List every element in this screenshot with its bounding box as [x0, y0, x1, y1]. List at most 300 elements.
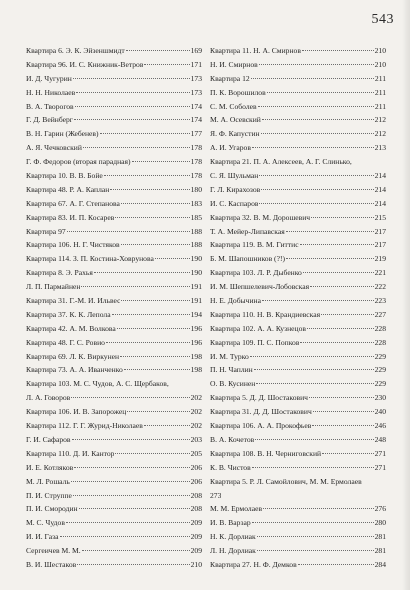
toc-entry-page: 174 [190, 101, 202, 111]
dot-leader [255, 439, 373, 440]
toc-entry-page: 271 [374, 448, 386, 458]
toc-entry-title: Квартира 109. П. С. Попков [210, 337, 300, 347]
dot-leader [77, 564, 189, 565]
toc-entry-title: Квартира 97 [26, 226, 66, 236]
toc-entry-page: 194 [190, 309, 202, 319]
toc-entry-page: 202 [190, 421, 202, 431]
toc-entry-title: Квартира 27. Н. Ф. Демков [210, 559, 297, 569]
toc-entry-title: В. И. Шестаков [26, 559, 77, 569]
toc-entry [210, 141, 386, 155]
toc-entry-page: 223 [374, 296, 386, 306]
toc-entry [210, 377, 386, 391]
dot-leader [298, 564, 374, 565]
toc-entry-title: М. Л. Рошаль [26, 476, 70, 486]
toc-entry [210, 86, 386, 100]
dot-leader [60, 536, 190, 537]
toc-entry-title: Г. И. Сафаров [26, 434, 71, 444]
dot-leader [115, 453, 189, 454]
dot-leader [100, 133, 190, 134]
toc-entry-page: 196 [190, 323, 202, 333]
toc-entry-title: Квартира 106. И. В. Запорожец [26, 407, 127, 417]
toc-entry-title: Н. И. Смирнов [210, 59, 258, 69]
page-number: 543 [371, 12, 394, 27]
toc-entry [210, 405, 386, 419]
toc-entry [210, 294, 386, 308]
toc-entry [26, 280, 202, 294]
toc-entry [210, 322, 386, 336]
toc-entry [210, 266, 386, 280]
toc-entry [26, 72, 202, 86]
toc-entry-title: Квартира 42. А. М. Волкова [26, 323, 116, 333]
toc-entry-page: 174 [190, 115, 202, 125]
toc-entry-title: Квартира 96. И. С. Книжник-Ветров [26, 59, 144, 69]
dot-leader [120, 356, 190, 357]
toc-entry [26, 558, 202, 572]
dot-leader [126, 50, 190, 51]
toc-entry [210, 155, 386, 169]
toc-entry-title: Квартира 32. В. М. Дорошевич [210, 212, 311, 222]
toc-entry-title: Б. М. Шапошников (?!) [210, 254, 286, 264]
toc-entry [26, 447, 202, 461]
toc-entry [26, 489, 202, 503]
toc-entry [210, 530, 386, 544]
toc-entry [26, 419, 202, 433]
toc-entry-title: П. Н. Чаплин [210, 365, 253, 375]
toc-entry [210, 308, 386, 322]
dot-leader [313, 411, 374, 412]
toc-entry [26, 363, 202, 377]
dot-leader [81, 286, 189, 287]
dot-leader [104, 175, 190, 176]
toc-entry-page: 173 [190, 73, 202, 83]
dot-leader [300, 244, 374, 245]
dot-leader [71, 481, 190, 482]
toc-entry-page: 229 [374, 365, 386, 375]
toc-entry-page: 211 [374, 101, 386, 111]
toc-entry-page: 280 [374, 518, 386, 528]
toc-entry-page: 284 [374, 559, 386, 569]
toc-entry [26, 322, 202, 336]
toc-entry [210, 72, 386, 86]
dot-leader [112, 314, 190, 315]
toc-entry [210, 225, 386, 239]
toc-entry [210, 475, 386, 489]
toc-entry-title: Л. П. Пармайнен [26, 282, 81, 292]
toc-entry-title: О. В. Кусинен [210, 379, 256, 389]
toc-entry-page: 281 [374, 546, 386, 556]
dot-leader [259, 203, 373, 204]
toc-entry-page: 246 [374, 421, 386, 431]
toc-entry [26, 183, 202, 197]
toc-entry [26, 461, 202, 475]
dot-leader [76, 92, 189, 93]
dot-leader [74, 119, 190, 120]
dot-leader [155, 258, 190, 259]
toc-entry [26, 475, 202, 489]
toc-entry-title: Квартира 103. М. С. Чудов, А. С. Щербаков, [26, 379, 169, 389]
toc-entry-page: 206 [190, 462, 202, 472]
toc-entry-title: Квартира 108. В. Н. Черниговский [210, 448, 322, 458]
toc-entry-page: 185 [190, 212, 202, 222]
dot-leader [307, 328, 374, 329]
toc-entry-title: П. И. Смородин [26, 504, 78, 514]
dot-leader [124, 369, 190, 370]
toc-entry [26, 141, 202, 155]
toc-entry-page: 211 [374, 73, 386, 83]
toc-entry-page: 202 [190, 407, 202, 417]
toc-entry-page: 206 [190, 476, 202, 486]
dot-leader [256, 383, 373, 384]
toc-entry-title: 273 [210, 490, 222, 500]
dot-leader [71, 397, 189, 398]
toc-entry-page: 203 [190, 434, 202, 444]
toc-entry-title: Квартира 37. К. К. Лепола [26, 309, 111, 319]
dot-leader [132, 161, 190, 162]
toc-entry-title: Квартира 21. П. А. Алексеев, А. Г. Слинько, [210, 157, 352, 167]
toc-entry-page: 212 [374, 115, 386, 125]
dot-leader [73, 495, 190, 496]
toc-entry-title: Квартира 5. Д. Д. Шостакович [210, 393, 308, 403]
toc-entry-page: 191 [190, 282, 202, 292]
page-edge-shadow [402, 0, 410, 590]
toc-entry [210, 238, 386, 252]
toc-entry [26, 155, 202, 169]
toc-entry-page: 215 [374, 212, 386, 222]
toc-entry-title: Л. А. Говоров [26, 393, 71, 403]
toc-entry [26, 252, 202, 266]
toc-entry-page: 228 [374, 323, 386, 333]
toc-entry [210, 58, 386, 72]
toc-entry [210, 461, 386, 475]
toc-entry-page: 191 [190, 296, 202, 306]
dot-leader [106, 342, 190, 343]
toc-entry-title: Квартира 102. А. А. Кузнецов [210, 323, 306, 333]
toc-entry-page: 210 [374, 59, 386, 69]
toc-entry-title: Квартира 48. Р. А. Каплан [26, 184, 110, 194]
toc-entry-title: Квартира 31. Г.-М. И. Ильвес [26, 296, 121, 306]
toc-entry-title: Сергеичев М. М. [26, 546, 81, 556]
toc-entry-page: 171 [190, 59, 202, 69]
dot-leader [75, 106, 190, 107]
dot-leader [262, 300, 374, 301]
toc-entry-page: 214 [374, 171, 386, 181]
toc-entry-title: Квартира 6. Э. К. Эйзеншмидт [26, 46, 125, 55]
dot-leader [254, 369, 374, 370]
toc-entry [26, 544, 202, 558]
dot-leader [110, 189, 189, 190]
toc-entry-page: 240 [374, 407, 386, 417]
toc-entry [210, 183, 386, 197]
toc-entry-page: 196 [190, 337, 202, 347]
toc-entry [210, 350, 386, 364]
toc-entry-page: 230 [374, 393, 386, 403]
toc-entry-title: Квартира 110. Н. В. Крандиевская [210, 309, 321, 319]
toc-entry-title: Квартира 106. Н. Г. Чистяков [26, 240, 120, 250]
toc-entry-title: Квартира 83. И. П. Косарев [26, 212, 115, 222]
toc-entry-title: П. И. Струппе [26, 490, 72, 500]
toc-entry [210, 419, 386, 433]
toc-entry [210, 516, 386, 530]
toc-entry [26, 127, 202, 141]
toc-entry [210, 100, 386, 114]
toc-entry-page: 198 [190, 365, 202, 375]
toc-entry [210, 502, 386, 516]
toc-entry [26, 377, 202, 391]
toc-entry-page: 229 [374, 351, 386, 361]
dot-leader [250, 356, 374, 357]
toc-entry-title: Квартира 12 [210, 73, 250, 83]
dot-leader [312, 425, 373, 426]
dot-leader [286, 258, 374, 259]
toc-entry-title: В. А. Творогов [26, 101, 74, 111]
toc-entry-page: 178 [190, 157, 202, 167]
toc-right-column [210, 44, 386, 572]
dot-leader [309, 397, 374, 398]
toc-entry-page: 248 [374, 434, 386, 444]
toc-entry [210, 544, 386, 558]
toc-entry-title: И. С. Каспаров [210, 198, 259, 208]
toc-entry [26, 502, 202, 516]
toc-entry-title: М. С. Чудов [26, 518, 65, 528]
toc-entry-page: 198 [190, 351, 202, 361]
toc-entry [26, 100, 202, 114]
toc-entry [26, 58, 202, 72]
toc-entry-page: 209 [190, 518, 202, 528]
toc-entry-page: 212 [374, 129, 386, 139]
toc-entry-page: 214 [374, 184, 386, 194]
toc-entry-title: И. М. Шепшелевич-Лобовская [210, 282, 310, 292]
dot-leader [252, 522, 374, 523]
toc-entry-page: 228 [374, 337, 386, 347]
toc-entry-page: 214 [374, 198, 386, 208]
dot-leader [83, 147, 190, 148]
dot-leader [262, 119, 374, 120]
toc-entry [26, 266, 202, 280]
toc-entry-title: С. М. Соболев [210, 101, 257, 111]
dot-leader [261, 189, 373, 190]
toc-entry-page: 205 [190, 448, 202, 458]
toc-entry-page: 177 [190, 129, 202, 139]
dot-leader [94, 272, 190, 273]
dot-leader [66, 522, 190, 523]
toc-entry-title: С. Я. Шульман [210, 171, 259, 181]
toc-entry-title: Квартира 10. В. В. Бойе [26, 171, 103, 181]
toc-entry-page: 213 [374, 143, 386, 153]
toc-left-column [26, 44, 202, 572]
dot-leader [144, 425, 190, 426]
toc-entry-title: К. В. Чистов [210, 462, 251, 472]
toc-entry [210, 558, 386, 572]
toc-entry [26, 516, 202, 530]
dot-leader [303, 272, 374, 273]
toc-entry-title: М. М. Ермолаев [210, 504, 263, 514]
toc-entry-page: 208 [190, 504, 202, 514]
toc-entry [210, 44, 386, 58]
toc-entry-title: Квартира 5. Р. Л. Самойлович, М. М. Ермолаев [210, 476, 362, 486]
toc-entry-title: В. Н. Гарин (Жебенев) [26, 129, 99, 139]
toc-entry-page: 202 [190, 393, 202, 403]
toc-entry-title: Г. Ф. Федоров (вторая парадная) [26, 157, 131, 167]
toc-entry-page: 169 [190, 46, 202, 55]
toc-entry-title: И. И. Газа [26, 532, 59, 542]
toc-entry-title: Я. Ф. Капустин [210, 129, 260, 139]
toc-entry [26, 530, 202, 544]
dot-leader [302, 50, 374, 51]
toc-entry-title: Квартира 103. Л. Р. Дыбенко [210, 268, 302, 278]
toc-entry [210, 113, 386, 127]
toc-entry [26, 294, 202, 308]
toc-entry [210, 336, 386, 350]
toc-entry-page: 210 [190, 559, 202, 569]
dot-leader [261, 133, 374, 134]
dot-leader [67, 231, 190, 232]
dot-leader [252, 467, 374, 468]
toc-entry-page: 219 [374, 254, 386, 264]
toc-entry [26, 44, 202, 58]
toc-entry-page: 217 [374, 240, 386, 250]
toc-entry [26, 336, 202, 350]
toc-entry-page: 190 [190, 268, 202, 278]
toc-entry-title: Т. А. Мейер-Липавская [210, 226, 285, 236]
toc-entry [210, 169, 386, 183]
toc-entry-title: Квартира 31. Д. Д. Шостакович [210, 407, 312, 417]
toc-entry [210, 391, 386, 405]
dot-leader [257, 550, 374, 551]
toc-entry-title: В. А. Кочетов [210, 434, 255, 444]
dot-leader [117, 328, 190, 329]
toc-entry [26, 169, 202, 183]
toc-entry-title: И. Е. Котляков [26, 462, 74, 472]
toc-entry-title: Квартира 69. Л. К. Виркунен [26, 351, 120, 361]
toc-entry [26, 238, 202, 252]
toc-entry-title: М. А. Осевский [210, 115, 261, 125]
toc-entry-title: Н. Н. Николаев [26, 87, 76, 97]
toc-entry-page: 229 [374, 379, 386, 389]
toc-entry [210, 489, 386, 503]
toc-entry-page: 227 [374, 309, 386, 319]
toc-entry-page: 221 [374, 268, 386, 278]
toc-entry [210, 252, 386, 266]
toc-entry-title: А. И. Угаров [210, 143, 251, 153]
toc-entry-page: 190 [190, 254, 202, 264]
toc-entry-page: 188 [190, 240, 202, 250]
toc-entry-title: Квартира 114. З. П. Костина-Ховрунова [26, 254, 154, 264]
toc-entry [26, 350, 202, 364]
toc-entry-page: 180 [190, 184, 202, 194]
toc-entry-title: Квартира 11. Н. А. Смирнов [210, 46, 301, 55]
toc-entry [26, 225, 202, 239]
toc-entry-page: 217 [374, 226, 386, 236]
toc-entry [210, 363, 386, 377]
dot-leader [259, 175, 373, 176]
dot-leader [310, 286, 374, 287]
toc-entry [210, 280, 386, 294]
toc-entry [210, 127, 386, 141]
dot-leader [73, 78, 190, 79]
toc-entry [210, 433, 386, 447]
toc-entry-title: П. К. Ворошилов [210, 87, 266, 97]
toc-entry-title: Квартира 67. А. Г. Степанова [26, 198, 120, 208]
toc-entry-title: Н. К. Дорлиак [210, 532, 256, 542]
toc-entry-title: А. Я. Чечковский [26, 143, 82, 153]
toc-entry-page: 188 [190, 226, 202, 236]
toc-entry-title: Л. Н. Дорлиак [210, 546, 256, 556]
dot-leader [263, 508, 374, 509]
dot-leader [82, 550, 190, 551]
toc-entry-title: Г. Л. Кирахозов [210, 184, 261, 194]
toc-entry-title: И. В. Варзар [210, 518, 251, 528]
toc-entry [210, 211, 386, 225]
toc-entry-page: 271 [374, 462, 386, 472]
toc-entry-title: Н. Е. Добычина [210, 296, 261, 306]
dot-leader [259, 64, 374, 65]
toc-entry-title: Квартира 110. Д. И. Кантор [26, 448, 115, 458]
dot-leader [321, 314, 374, 315]
dot-leader [121, 300, 189, 301]
toc-entry-title: Квартира 119. В. М. Гиттис [210, 240, 299, 250]
toc-entry [26, 211, 202, 225]
toc-entry [26, 433, 202, 447]
toc-entry-title: Квартира 106. А. А. Прокофьев [210, 421, 312, 431]
toc-entry-page: 281 [374, 532, 386, 542]
toc-entry-title: Квартира 112. Г. Г. Журид-Николаев [26, 421, 143, 431]
dot-leader [322, 453, 374, 454]
toc-entry-page: 209 [190, 532, 202, 542]
dot-leader [252, 147, 374, 148]
toc-entry [26, 391, 202, 405]
dot-leader [79, 508, 190, 509]
toc-entry-page: 178 [190, 171, 202, 181]
toc-entry [26, 308, 202, 322]
dot-leader [144, 64, 189, 65]
dot-leader [286, 231, 374, 232]
toc-entry-title: Квартира 8. Э. Рахья [26, 268, 93, 278]
toc-entry-page: 222 [374, 282, 386, 292]
dot-leader [127, 411, 189, 412]
toc-entry-title: И. Д. Чугурин [26, 73, 72, 83]
toc-entry-title: И. М. Турко [210, 351, 249, 361]
dot-leader [258, 106, 374, 107]
toc-entry-page: 183 [190, 198, 202, 208]
toc-entry [26, 405, 202, 419]
dot-leader [257, 536, 374, 537]
toc-entry-title: Квартира 73. А. А. Иванченко [26, 365, 123, 375]
dot-leader [72, 439, 190, 440]
toc-entry-page: 210 [374, 46, 386, 55]
dot-leader [121, 203, 190, 204]
toc-entry [26, 113, 202, 127]
toc-entry-page: 178 [190, 143, 202, 153]
toc-entry-page: 209 [190, 546, 202, 556]
dot-leader [300, 342, 373, 343]
toc-entry-page: 211 [374, 87, 386, 97]
dot-leader [311, 217, 373, 218]
dot-leader [121, 244, 190, 245]
toc-entry-title: Квартира 48. Г. С. Ровио [26, 337, 105, 347]
toc-entry [26, 86, 202, 100]
dot-leader [267, 92, 374, 93]
toc-entry [210, 447, 386, 461]
dot-leader [251, 78, 374, 79]
toc-entry-title: Г. Д. Вейнберг [26, 115, 73, 125]
toc-entry-page: 173 [190, 87, 202, 97]
toc-entry [26, 197, 202, 211]
dot-leader [74, 467, 189, 468]
toc-entry-page: 276 [374, 504, 386, 514]
toc-entry [210, 197, 386, 211]
toc-entry-page: 208 [190, 490, 202, 500]
dot-leader [115, 217, 189, 218]
